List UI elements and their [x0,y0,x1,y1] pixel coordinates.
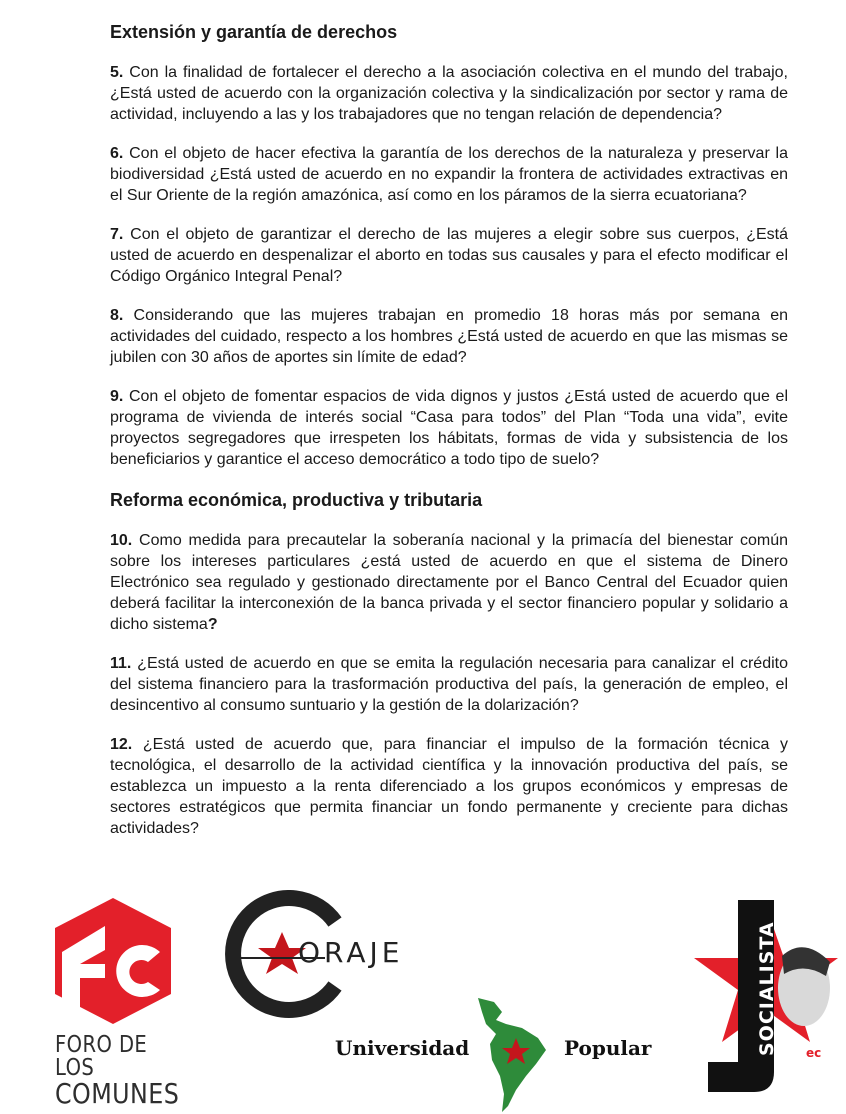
question-number: 7. [110,226,124,243]
question-11 [110,653,788,716]
section-heading-derechos: Extensión y garantía de derechos [110,22,398,42]
section-heading-reforma: Reforma económica, productiva y tributaria [110,490,483,510]
question-6 [110,143,788,206]
question-text: Considerando que las mujeres trabajan en promedio 18 horas más por semana en actividades del cuidado, respecto a los hombres ¿Está usted de acuerdo en que las mismas se jubilen con 30 años de aportes sin límite de edad? [110,307,788,366]
question-10 [110,530,788,635]
question-text: Con el objeto de hacer efectiva la garantía de los derechos de la naturaleza y preservar la biodiversidad ¿Está usted de acuerdo en no expandir la frontera de actividades extractivas en el Sur Oriente de la región amazónica, así como en los páramos de la sierra ecuatoriana? [110,145,788,204]
question-number: 11. [110,655,132,672]
question-text: Con el objeto de garantizar el derecho de las mujeres a elegir sobre sus cuerpos, ¿Está usted de acuerdo en despenalizar el aborto en todas sus causales y para el efecto modificar el Código Orgánico Integral Penal? [110,226,788,285]
foro-line1: FORO DE LOS [55,1032,148,1081]
question-text: ¿Está usted de acuerdo que, para financiar el impulso de la formación técnica y tecnológica, el desarrollo de la actividad científica y la innovación productiva del país, se establezca un impuesto a la renta diferenciado a los grupos económicos y empresas de sectores estratégicos que permita financiar un fondo permanente y creciente para dichas actividades? [110,736,788,837]
question-text: ¿Está usted de acuerdo en que se emita la regulación necesaria para canalizar el crédito del sistema financiero para la trasformación productiva del país, la generación de empleo, el desincentivo al consumo suntuario y la gestión de la dolarización? [110,655,788,714]
popular-text: Popular [564,1036,652,1060]
socialista-logo: SOCIALISTA ec [686,896,846,1106]
document-body [110,20,788,839]
logo-strip [0,890,846,1114]
question-7 [110,224,788,287]
question-number: 12. [110,736,133,753]
question-number: 8. [110,307,124,324]
foro-line2: COMUNES [55,1077,180,1110]
question-number: 6. [110,145,124,162]
question-text: Con el objeto de fomentar espacios de vida dignos y justos ¿Está usted de acuerdo que el programa de vivienda de interés social “Casa para todos” del Plan “Toda una vida”, evite proyectos segregadores que irrespeten los hábitats, formas de vida y subsistencia de los beneficiarios y garantice el acceso democrático a todo tipo de suelo? [110,388,788,468]
question-9 [110,386,788,470]
question-text: Como medida para precautelar la soberanía nacional y la primacía del bienestar común sobre los intereses particulares ¿está usted de acuerdo en que el sistema de Dinero Electrónico sea regulado y gestionado directamente por el Banco Central del Ecuador quien deberá facilitar la interconexión de la banca privada y el sector financiero popular y solidario a dicho sistema [110,532,788,633]
question-mark: ? [207,616,218,633]
question-number: 10. [110,532,133,549]
question-5 [110,62,788,125]
question-text: Con la finalidad de fortalecer el derecho a la asociación colectiva en el mundo del trabajo, ¿Está usted de acuerdo con la organización colectiva y la sindicalización por sector y rama de actividad, incluyendo a las y los trabajadores que no tengan relación de dependencia? [110,64,788,123]
coraje-wordmark: ORAJE [298,936,404,969]
question-number: 5. [110,64,124,81]
socialista-ec-text: ec [806,1046,822,1060]
question-number: 9. [110,388,124,405]
question-12 [110,734,788,839]
universidad-text: Universidad [335,1036,470,1060]
latin-america-map-icon [472,994,552,1114]
question-8 [110,305,788,368]
